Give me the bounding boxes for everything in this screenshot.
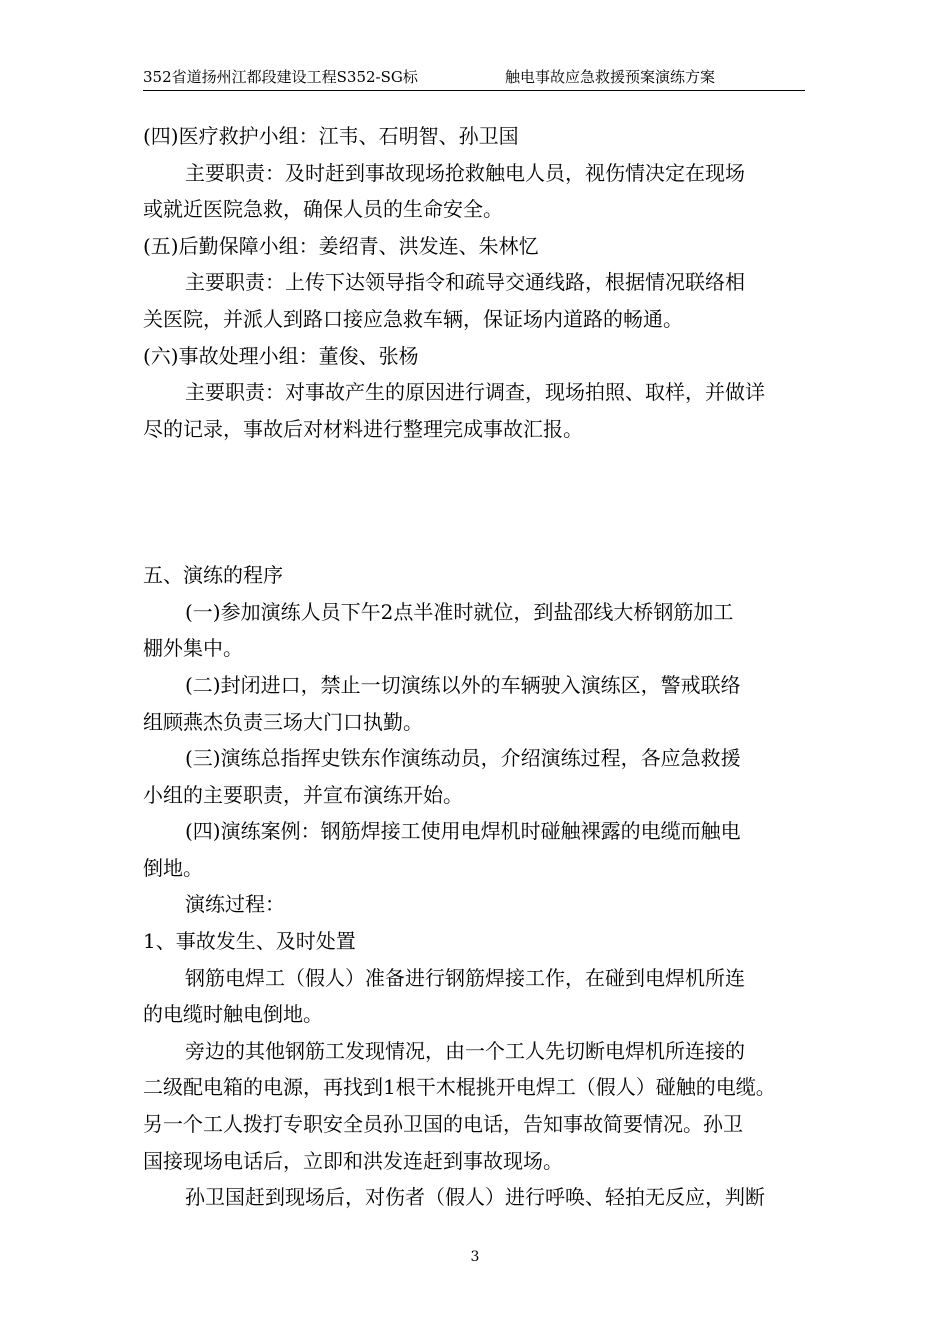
paragraph-line: (二)封闭进口，禁止一切演练以外的车辆驶入演练区，警戒联络 — [185, 672, 741, 697]
paragraph-line: 尽的记录，事故后对材料进行整理完成事故汇报。 — [143, 416, 583, 441]
paragraph-line: 的电缆时触电倒地。 — [143, 1002, 323, 1027]
paragraph-line: 二级配电箱的电源，再找到1根干木棍挑开电焊工（假人）碰触的电缆。 — [143, 1075, 776, 1100]
paragraph-line: 钢筋电焊工（假人）准备进行钢筋焊接工作，在碰到电焊机所连 — [185, 965, 745, 990]
paragraph-line: 旁边的其他钢筋工发现情况，由一个工人先切断电焊机所连接的 — [185, 1038, 745, 1063]
paragraph-line: 棚外集中。 — [143, 636, 243, 661]
page-number: 3 — [470, 1249, 480, 1265]
chapter-heading-drill-procedure: 五、演练的程序 — [143, 563, 283, 588]
blank-line — [143, 447, 809, 484]
paragraph-line: 国接现场电话后，立即和洪发连赶到事故现场。 — [143, 1148, 563, 1173]
paragraph-line: (一)参加演练人员下午2点半准时就位，到盐邵线大桥钢筋加工 — [185, 599, 734, 624]
paragraph-line: 主要职责：及时赶到事故现场抢救触电人员，视伤情决定在现场 — [185, 160, 745, 185]
paragraph-line: 组顾燕杰负责三场大门口执勤。 — [143, 709, 423, 734]
paragraph-line: 小组的主要职责，并宣布演练开始。 — [143, 782, 463, 807]
section-heading-logistics-team: (五)后勤保障小组：姜绍青、洪发连、朱林忆 — [143, 233, 539, 258]
paragraph-line: 主要职责：对事故产生的原因进行调查，现场拍照、取样，并做详 — [185, 380, 765, 405]
paragraph-line: 另一个工人拨打专职安全员孙卫国的电话，告知事故简要情况。孙卫 — [143, 1112, 743, 1137]
section-heading-accident-team: (六)事故处理小组：董俊、张杨 — [143, 343, 419, 368]
section-heading-medical-team: (四)医疗救护小组：江韦、石明智、孙卫国 — [143, 124, 519, 148]
paragraph-line: (三)演练总指挥史铁东作演练动员，介绍演练过程，各应急救援 — [185, 746, 741, 771]
paragraph-line: 关医院，并派人到路口接应急救车辆，保证场内道路的畅通。 — [143, 306, 683, 331]
page-header — [143, 66, 805, 91]
paragraph-line: 孙卫国赶到现场后，对伤者（假人）进行呼唤、轻拍无反应，判断 — [185, 1185, 765, 1210]
paragraph-line: (四)演练案例：钢筋焊接工使用电焊机时碰触裸露的电缆而触电 — [185, 819, 741, 844]
paragraph-line: 主要职责：上传下达领导指令和疏导交通线路，根据情况联络相 — [185, 270, 745, 295]
blank-line — [143, 521, 809, 558]
document-body — [143, 118, 809, 1216]
blank-line — [143, 484, 809, 521]
paragraph-line: 或就近医院急救，确保人员的生命安全。 — [143, 197, 503, 222]
header-project-title: 352省道扬州江都段建设工程S352-SG标 — [143, 68, 418, 86]
paragraph-line: 倒地。 — [143, 855, 203, 880]
header-document-title: 触电事故应急救援预案演练方案 — [505, 68, 716, 86]
subheading-drill-process: 演练过程： — [185, 892, 285, 917]
subheading-accident-occurrence: 1、事故发生、及时处置 — [143, 929, 356, 954]
